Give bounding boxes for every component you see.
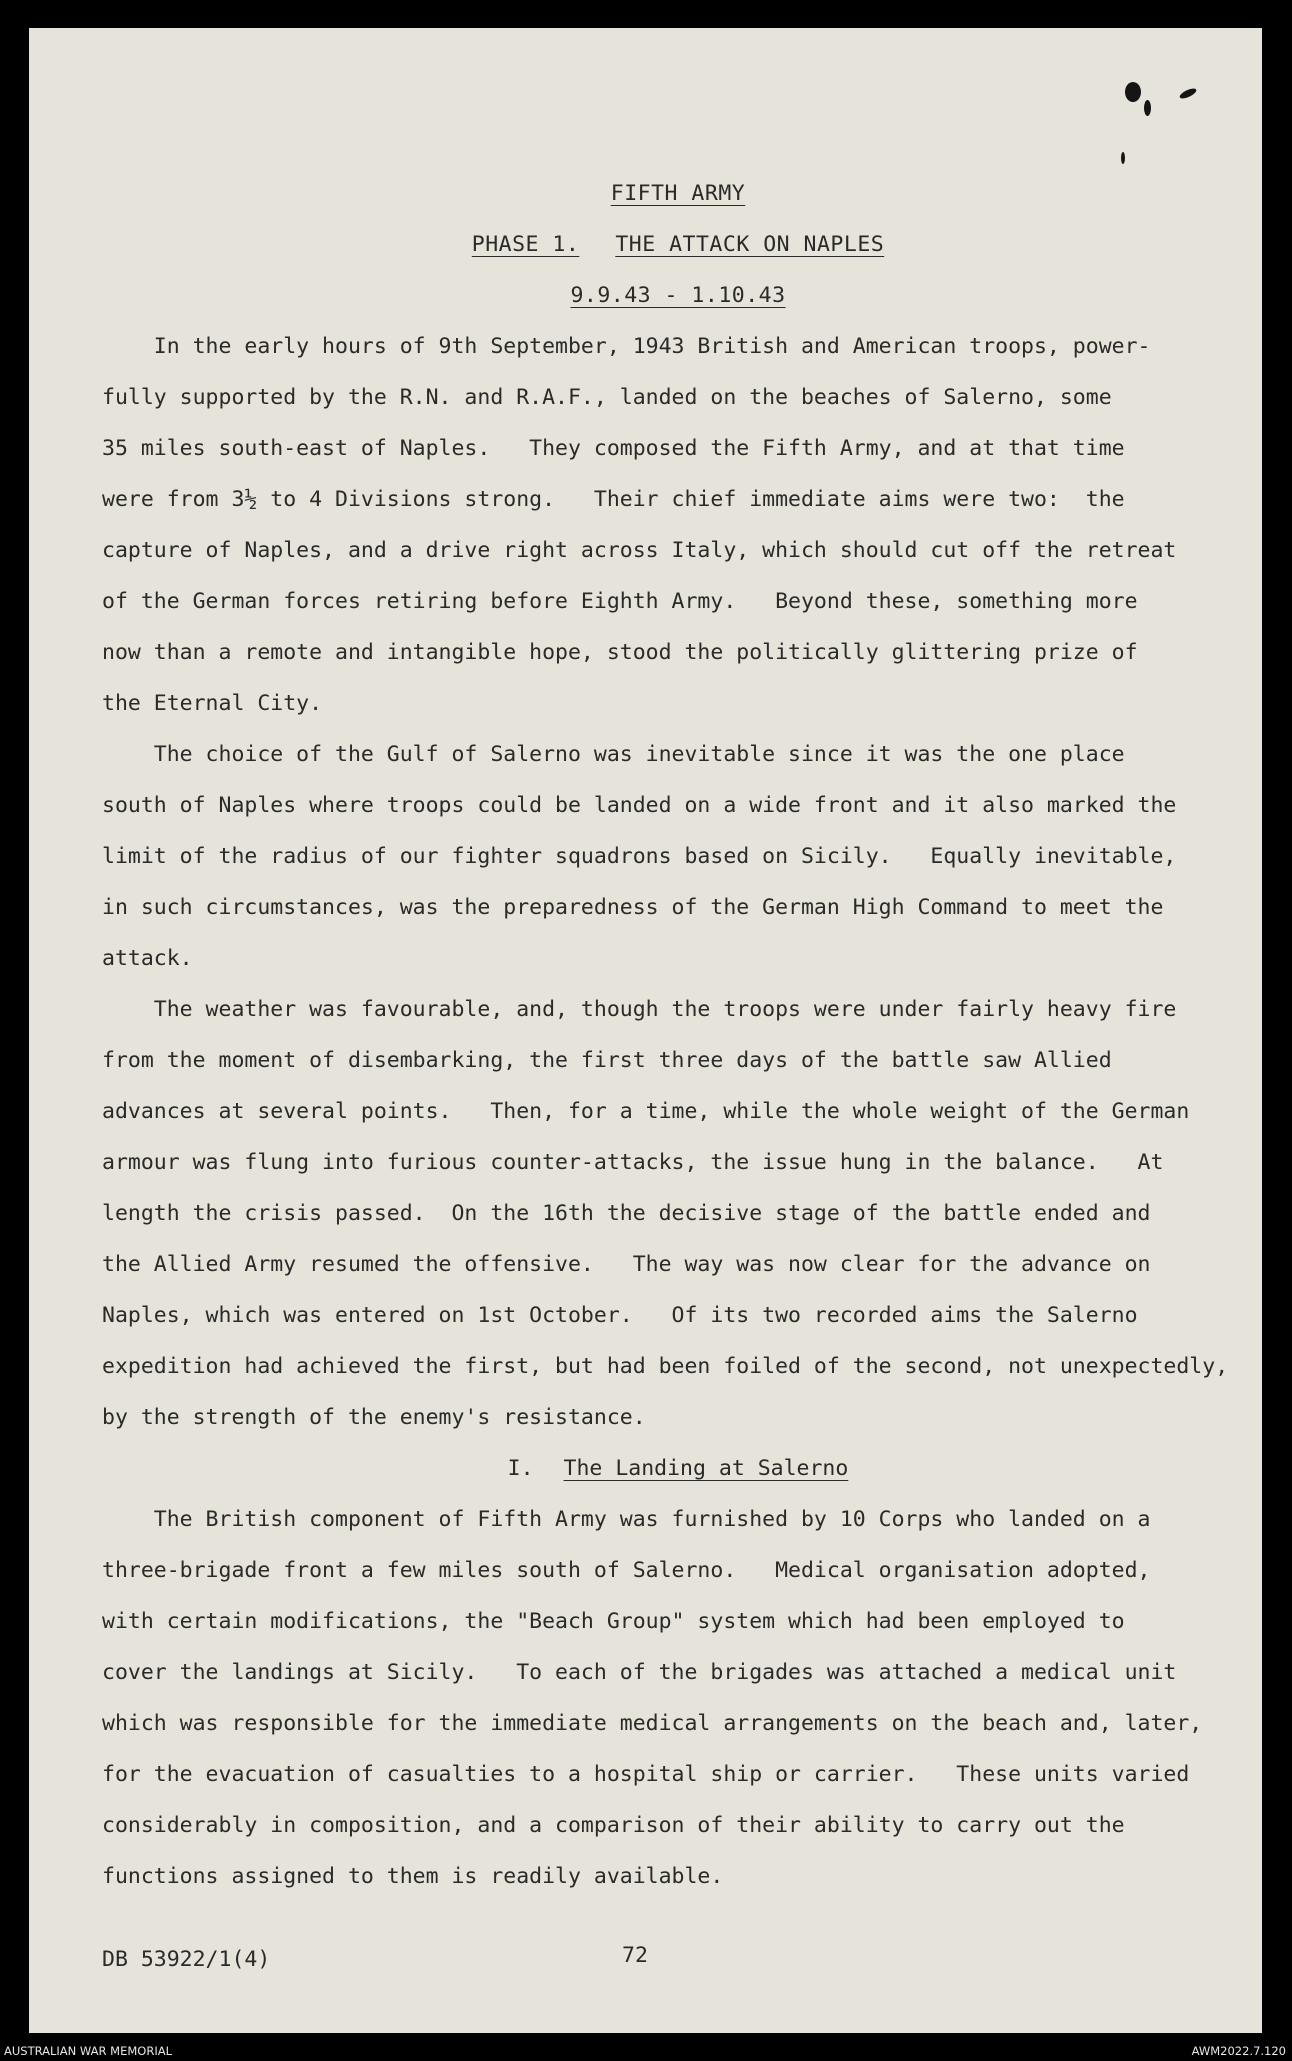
paragraph <box>102 729 1254 984</box>
text-line: The British component of Fifth Army was furnished by 10 Corps who landed on a <box>102 1507 1151 1532</box>
text-line: length the crisis passed. On the 16th the decisive stage of the battle ended and <box>102 1201 1151 1226</box>
text-line: Naples, which was entered on 1st October. Of its two recorded aims the Salerno <box>102 1303 1138 1328</box>
date-range <box>102 270 1254 321</box>
paragraph <box>102 321 1254 729</box>
text-line: The weather was favourable, and, though the troops were under fairly heavy fire <box>102 997 1177 1022</box>
ink-blot <box>1144 100 1151 116</box>
typed-text-block <box>102 168 1254 1972</box>
phase-label: PHASE 1. <box>471 232 580 257</box>
document-reference: DB 53922/1(4) <box>102 1947 271 1972</box>
text-line: now than a remote and intangible hope, stood the politically glittering prize of <box>102 640 1138 665</box>
text-line: capture of Naples, and a drive right across Italy, which should cut off the retreat <box>102 538 1177 563</box>
archive-accession-number: AWM2022.7.120 <box>1191 2044 1286 2058</box>
section-heading <box>102 1443 1254 1494</box>
section-title: The Landing at Salerno <box>563 1456 849 1481</box>
text-line: by the strength of the enemy's resistance. <box>102 1405 646 1430</box>
document-title <box>102 168 1254 219</box>
text-line: for the evacuation of casualties to a hospital ship or carrier. These units varied <box>102 1762 1190 1787</box>
ink-blot <box>1121 152 1125 164</box>
ink-blot <box>1125 82 1141 102</box>
text-line: advances at several points. Then, for a time, while the whole weight of the German <box>102 1099 1190 1124</box>
section-paragraph <box>102 1494 1254 1902</box>
text-line: The choice of the Gulf of Salerno was inevitable since it was the one place <box>102 742 1125 767</box>
text-line: fully supported by the R.N. and R.A.F., landed on the beaches of Salerno, some <box>102 385 1112 410</box>
text-line: with certain modifications, the "Beach Group" system which had been employed to <box>102 1609 1125 1634</box>
section-number: I. <box>507 1456 534 1481</box>
text-line: considerably in composition, and a comparison of their ability to carry out the <box>102 1813 1125 1838</box>
text-line: which was responsible for the immediate medical arrangements on the beach and, later, <box>102 1711 1203 1736</box>
text-line: In the early hours of 9th September, 1943 British and American troops, power- <box>102 334 1151 359</box>
phase-heading <box>102 219 1254 270</box>
text-line: 35 miles south-east of Naples. They composed the Fifth Army, and at that time <box>102 436 1125 461</box>
paragraph <box>102 1494 1254 1902</box>
body-paragraphs <box>102 321 1254 1443</box>
ink-blot <box>1178 87 1197 101</box>
text-line: cover the landings at Sicily. To each of the brigades was attached a medical unit <box>102 1660 1177 1685</box>
document-title-text: FIFTH ARMY <box>610 181 746 206</box>
text-line: armour was flung into furious counter-attacks, the issue hung in the balance. At <box>102 1150 1164 1175</box>
text-line: the Eternal City. <box>102 691 323 716</box>
document-page <box>29 28 1262 2033</box>
text-line: were from 3½ to 4 Divisions strong. Their chief immediate aims were two: the <box>102 487 1125 512</box>
page-number: 72 <box>622 1943 648 1968</box>
text-line: functions assigned to them is readily available. <box>102 1864 724 1889</box>
text-line: expedition had achieved the first, but had been foiled of the second, not unexpectedly, <box>102 1354 1229 1379</box>
text-line: south of Naples where troops could be landed on a wide front and it also marked the <box>102 793 1177 818</box>
text-line: the Allied Army resumed the offensive. The way was now clear for the advance on <box>102 1252 1151 1277</box>
paragraph <box>102 984 1254 1443</box>
archive-caption-bar <box>0 2041 1292 2061</box>
text-line: in such circumstances, was the preparedness of the German High Command to meet the <box>102 895 1164 920</box>
archive-name: AUSTRALIAN WAR MEMORIAL <box>4 2044 172 2058</box>
text-line: attack. <box>102 946 193 971</box>
text-line: limit of the radius of our fighter squadrons based on Sicily. Equally inevitable, <box>102 844 1177 869</box>
text-line: of the German forces retiring before Eighth Army. Beyond these, something more <box>102 589 1138 614</box>
phase-title: THE ATTACK ON NAPLES <box>615 232 885 257</box>
text-line: from the moment of disembarking, the first three days of the battle saw Allied <box>102 1048 1112 1073</box>
date-range-text: 9.9.43 - 1.10.43 <box>570 283 786 308</box>
text-line: three-brigade front a few miles south of Salerno. Medical organisation adopted, <box>102 1558 1151 1583</box>
